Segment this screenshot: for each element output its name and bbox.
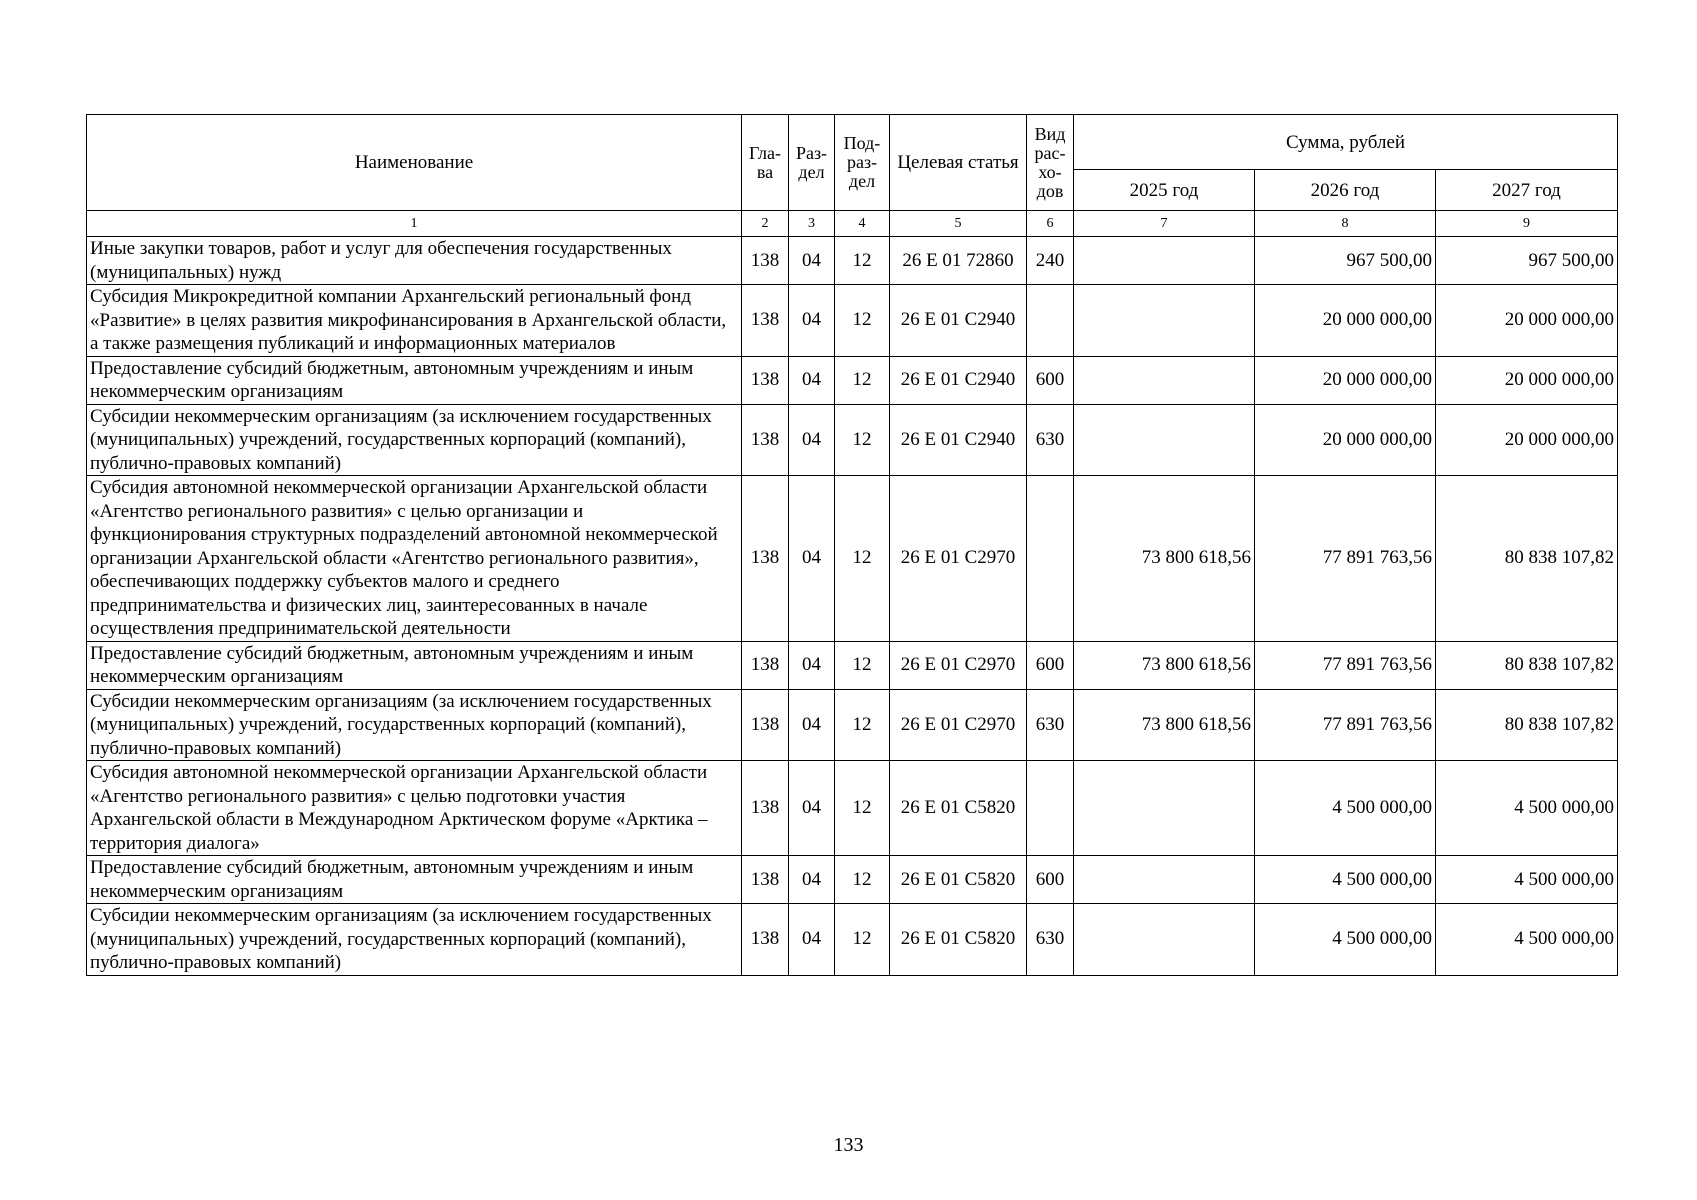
row-sum-2025 — [1074, 237, 1255, 285]
row-section: 04 — [789, 237, 835, 285]
column-number: 8 — [1255, 211, 1436, 237]
row-expense-type: 600 — [1027, 356, 1074, 404]
header-year-2025: 2025 год — [1074, 170, 1255, 211]
row-expense-type — [1027, 285, 1074, 357]
row-expense-type: 240 — [1027, 237, 1074, 285]
column-number: 3 — [789, 211, 835, 237]
row-sum-2025: 73 800 618,56 — [1074, 641, 1255, 689]
row-subsection: 12 — [835, 641, 890, 689]
row-sum-2026: 77 891 763,56 — [1255, 641, 1436, 689]
row-name: Субсидия Микрокредитной компании Архангельский региональный фонд «Развитие» в целях развития микрофинансирования в Архангельской области, а также размещения публикаций и информационных материалов — [87, 285, 742, 357]
row-sum-2026: 967 500,00 — [1255, 237, 1436, 285]
row-expense-type: 600 — [1027, 641, 1074, 689]
column-number: 6 — [1027, 211, 1074, 237]
row-sum-2027: 20 000 000,00 — [1436, 356, 1618, 404]
header-section: Раз-дел — [789, 115, 835, 211]
row-sum-2027: 20 000 000,00 — [1436, 285, 1618, 357]
column-number: 4 — [835, 211, 890, 237]
row-chapter: 138 — [742, 761, 789, 856]
row-sum-2026: 4 500 000,00 — [1255, 904, 1436, 976]
row-name: Субсидии некоммерческим организациям (за исключением государственных (муниципальных) учреждений, государственных корпораций (компаний), публично-правовых компаний) — [87, 689, 742, 761]
row-chapter: 138 — [742, 641, 789, 689]
row-target-article: 26 Е 01 С2970 — [890, 641, 1027, 689]
row-target-article: 26 Е 01 С2940 — [890, 404, 1027, 476]
row-sum-2026: 20 000 000,00 — [1255, 404, 1436, 476]
page-number: 133 — [833, 1134, 864, 1156]
row-section: 04 — [789, 904, 835, 976]
row-target-article: 26 Е 01 С2940 — [890, 356, 1027, 404]
row-expense-type — [1027, 761, 1074, 856]
column-number: 1 — [87, 211, 742, 237]
row-expense-type: 630 — [1027, 404, 1074, 476]
row-section: 04 — [789, 476, 835, 642]
row-sum-2027: 20 000 000,00 — [1436, 404, 1618, 476]
row-section: 04 — [789, 856, 835, 904]
row-chapter: 138 — [742, 404, 789, 476]
row-expense-type — [1027, 476, 1074, 642]
table-row — [87, 285, 1618, 357]
row-subsection: 12 — [835, 476, 890, 642]
row-sum-2026: 77 891 763,56 — [1255, 689, 1436, 761]
column-number: 7 — [1074, 211, 1255, 237]
row-chapter: 138 — [742, 476, 789, 642]
row-sum-2027: 4 500 000,00 — [1436, 761, 1618, 856]
table-row — [87, 856, 1618, 904]
row-target-article: 26 Е 01 С5820 — [890, 761, 1027, 856]
header-year-2027: 2027 год — [1436, 170, 1618, 211]
row-target-article: 26 Е 01 С2970 — [890, 689, 1027, 761]
row-sum-2025 — [1074, 356, 1255, 404]
column-number: 5 — [890, 211, 1027, 237]
table-row — [87, 904, 1618, 976]
row-chapter: 138 — [742, 856, 789, 904]
row-name: Предоставление субсидий бюджетным, автономным учреждениям и иным некоммерческим организациям — [87, 356, 742, 404]
row-subsection: 12 — [835, 904, 890, 976]
row-target-article: 26 Е 01 С5820 — [890, 856, 1027, 904]
header-expense-type: Вид рас-хо-дов — [1027, 115, 1074, 211]
row-name: Субсидии некоммерческим организациям (за исключением государственных (муниципальных) учреждений, государственных корпораций (компаний), публично-правовых компаний) — [87, 904, 742, 976]
table-row — [87, 761, 1618, 856]
row-sum-2025 — [1074, 856, 1255, 904]
row-sum-2026: 20 000 000,00 — [1255, 356, 1436, 404]
row-name: Субсидия автономной некоммерческой организации Архангельской области «Агентство регионального развития» с целью организации и функционирования структурных подразделений автономной некоммерческой организации Архангельской области «Агентство регионального развития», обеспечивающих поддержку субъектов малого и среднего предпринимательства и физических лиц, заинтересованных в начале осуществления предпринимательской деятельности — [87, 476, 742, 642]
header-sum: Сумма, рублей — [1074, 115, 1618, 170]
header-subsection: Под-раз-дел — [835, 115, 890, 211]
table-row — [87, 476, 1618, 642]
row-sum-2027: 80 838 107,82 — [1436, 641, 1618, 689]
row-name: Иные закупки товаров, работ и услуг для обеспечения государственных (муниципальных) нужд — [87, 237, 742, 285]
header-chapter: Гла-ва — [742, 115, 789, 211]
table-row — [87, 689, 1618, 761]
row-target-article: 26 Е 01 72860 — [890, 237, 1027, 285]
row-sum-2025: 73 800 618,56 — [1074, 689, 1255, 761]
row-sum-2025 — [1074, 285, 1255, 357]
row-sum-2026: 4 500 000,00 — [1255, 761, 1436, 856]
row-sum-2025 — [1074, 761, 1255, 856]
row-section: 04 — [789, 356, 835, 404]
row-sum-2025: 73 800 618,56 — [1074, 476, 1255, 642]
row-name: Субсидия автономной некоммерческой организации Архангельской области «Агентство регионального развития» с целью подготовки участия Архангельской области в Международном Арктическом форуме «Арктика – территория диалога» — [87, 761, 742, 856]
row-chapter: 138 — [742, 904, 789, 976]
row-expense-type: 630 — [1027, 904, 1074, 976]
row-section: 04 — [789, 641, 835, 689]
table-row — [87, 404, 1618, 476]
row-chapter: 138 — [742, 237, 789, 285]
row-subsection: 12 — [835, 285, 890, 357]
row-subsection: 12 — [835, 356, 890, 404]
row-subsection: 12 — [835, 237, 890, 285]
row-sum-2027: 4 500 000,00 — [1436, 856, 1618, 904]
column-number-row — [87, 211, 1618, 237]
header-year-2026: 2026 год — [1255, 170, 1436, 211]
row-section: 04 — [789, 761, 835, 856]
row-target-article: 26 Е 01 С2940 — [890, 285, 1027, 357]
row-name: Предоставление субсидий бюджетным, автономным учреждениям и иным некоммерческим организациям — [87, 856, 742, 904]
header-target-article: Целевая статья — [890, 115, 1027, 211]
row-chapter: 138 — [742, 285, 789, 357]
header-name: Наименование — [87, 115, 742, 211]
row-name: Субсидии некоммерческим организациям (за исключением государственных (муниципальных) учреждений, государственных корпораций (компаний), публично-правовых компаний) — [87, 404, 742, 476]
row-target-article: 26 Е 01 С2970 — [890, 476, 1027, 642]
row-expense-type: 600 — [1027, 856, 1074, 904]
row-name: Предоставление субсидий бюджетным, автономным учреждениям и иным некоммерческим организациям — [87, 641, 742, 689]
row-subsection: 12 — [835, 761, 890, 856]
row-section: 04 — [789, 285, 835, 357]
row-subsection: 12 — [835, 689, 890, 761]
row-sum-2026: 20 000 000,00 — [1255, 285, 1436, 357]
row-sum-2025 — [1074, 904, 1255, 976]
row-subsection: 12 — [835, 856, 890, 904]
row-section: 04 — [789, 404, 835, 476]
column-number: 9 — [1436, 211, 1618, 237]
row-expense-type: 630 — [1027, 689, 1074, 761]
table-row — [87, 237, 1618, 285]
budget-table — [86, 114, 1618, 976]
row-chapter: 138 — [742, 356, 789, 404]
row-sum-2027: 80 838 107,82 — [1436, 476, 1618, 642]
table-row — [87, 641, 1618, 689]
row-target-article: 26 Е 01 С5820 — [890, 904, 1027, 976]
row-sum-2025 — [1074, 404, 1255, 476]
row-sum-2027: 80 838 107,82 — [1436, 689, 1618, 761]
row-chapter: 138 — [742, 689, 789, 761]
row-section: 04 — [789, 689, 835, 761]
row-subsection: 12 — [835, 404, 890, 476]
row-sum-2027: 4 500 000,00 — [1436, 904, 1618, 976]
row-sum-2026: 4 500 000,00 — [1255, 856, 1436, 904]
row-sum-2026: 77 891 763,56 — [1255, 476, 1436, 642]
table-row — [87, 356, 1618, 404]
row-sum-2027: 967 500,00 — [1436, 237, 1618, 285]
column-number: 2 — [742, 211, 789, 237]
